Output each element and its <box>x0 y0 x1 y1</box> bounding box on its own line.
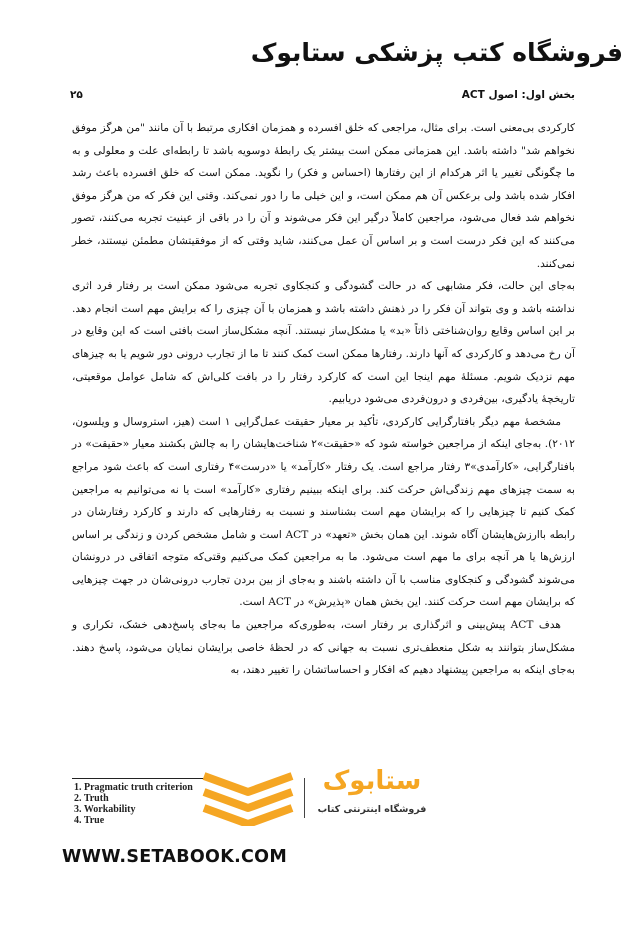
paragraph-2: به‌جای این حالت، فکر مشابهی که در حالت گشودگی و کنجکاوی تجربه می‌شود ممکن است بر رفتار فرد اثری نداشته باشد و وی بتواند آن فکر را در ذهنش داشته باشد و همزمان با آن چیزی را که برایش مهم است انجام دهد. بر این اساس وقایع روان‌شناختی ذاتاً «بد» یا مشکل‌ساز نیستند. آنچه مشکل‌ساز است بافتی است که این وقایع در آن رخ می‌دهد و کارکردی که آنها دارند. رفتارها ممکن است کمک کنند تا ما از تجارب درونی دور شویم یا به چیزهای مهم نزدیک شویم. مسئلهٔ مهم اینجا این است که کارکرد رفتار را در بافت کلی‌اش که شامل عوامل موقعیتی، تاریخچهٔ یادگیری، بین‌فردی و درون‌فردی می‌شود دریابیم. <box>72 280 575 406</box>
footnote-4: 4. True <box>74 815 105 826</box>
footnote-2: 2. Truth <box>74 793 109 804</box>
paragraph-1: کارکردی بی‌معنی است. برای مثال، مراجعی که خلق افسرده و همزمان افکاری مرتبط با آن مانند "من هرگز موفق نخواهم شد" داشته باشد. این همزمانی ممکن است بیشتر یک رابطهٔ دوسویه باشد تا رابطه‌ای علت و معلولی و به ما چگونگی تغییر یا اثر هرکدام از این رفتارها (احساس و فکر) را نگوید. ممکن است که خلق افسرده باعث رشد افکار شده باشد ولی برعکس آن هم ممکن است، و این خیلی ما را دور نمی‌کند. وقتی این فکر که من هرگز موفق نخواهم شد فعال می‌شود، مراجعین کاملاً درگیر این فکر می‌شوند و آن را در باقی از عینیت تجربه می‌کنند، تصور می‌کنند که این فکر درست است و بر اساس آن عمل می‌کنند، شاید وقتی که از موفقیتشان مطمئن نیستند، خطر نمی‌کنند. <box>72 122 575 270</box>
footnote-1: 1. Pragmatic truth criterion <box>74 782 193 793</box>
running-header <box>70 86 575 104</box>
body-text <box>72 117 575 682</box>
footnote-rule <box>72 778 212 779</box>
paragraph-3: مشخصهٔ مهم دیگر بافتارگرایی کارکردی، تأکید بر معیار حقیقت عمل‌گرایی ۱ است (هیز، استروسال و ویلسون، ۲۰۱۲). به‌جای اینکه از مراجعین خواسته شود که «حقیقت»۲ شناخت‌هایشان را به چالش بکشند معیار «حقیقت» در بافتارگرایی، «کارآمدی»۳ رفتار مراجع است. یک رفتار «کارآمد» یا «درست»۴ رفتاری است که باعث شود مراجع به سمت چیزهای مهم زندگی‌اش حرکت کند. برای اینکه ببینیم رفتاری «کارآمد» است یا نه می‌توانیم به مراجعین کمک کنیم تا چیزهایی را که برایشان مهم است بشناسند و نسبت به رفتارهایی که دارند و کارکرد رفتارشان در رابطه باارزش‌هایشان آگاه شوند. این همان بخش «تعهد» در ACT است و شامل مشخص کردن و زندگی بر اساس ارزش‌ها یا هر آنچه برای ما مهم است می‌شود. ما به مراجعین کمک می‌کنیم وقتی‌که متوجه اتفاقی در درونشان می‌شوند گشودگی و کنجکاوی مناسب با آن داشته باشند و به‌جای از بین بردن تجارب درونی‌شان در جهت چیزهایی که برایشان مهم است حرکت کنند. این بخش همان «پذیرش» در ACT است. <box>72 415 575 609</box>
brand-name: ستابوک <box>322 766 422 796</box>
watermark-logo <box>200 764 440 836</box>
footnotes <box>74 782 193 826</box>
paragraph-4: هدف ACT پیش‌بینی و اثرگذاری بر رفتار است، به‌طوری‌که مراجعین ما به‌جای پاسخ‌دهی خشک، تکراری و مشکل‌ساز بتوانند به شکل منعطف‌تری نسبت به جهانی که در لحظهٔ خاصی برایشان نمایان می‌شود، پاسخ دهند. به‌جای اینکه به مراجعین پیشنهاد دهیم که افکار و احساساتشان را تغییر دهند، به <box>72 619 575 677</box>
book-stack-icon <box>200 770 296 826</box>
chapter-title: بخش اول: اصول ACT <box>461 89 575 101</box>
logo-separator <box>304 778 305 818</box>
footnote-3: 3. Workability <box>74 804 136 815</box>
page-number: ۲۵ <box>70 89 83 101</box>
store-title: فروشگاه کتب پزشکی ستابوک <box>250 38 623 67</box>
brand-tagline: فروشگاه اینترنتی کتاب <box>317 804 427 815</box>
site-url[interactable]: WWW.SETABOOK.COM <box>62 847 288 867</box>
